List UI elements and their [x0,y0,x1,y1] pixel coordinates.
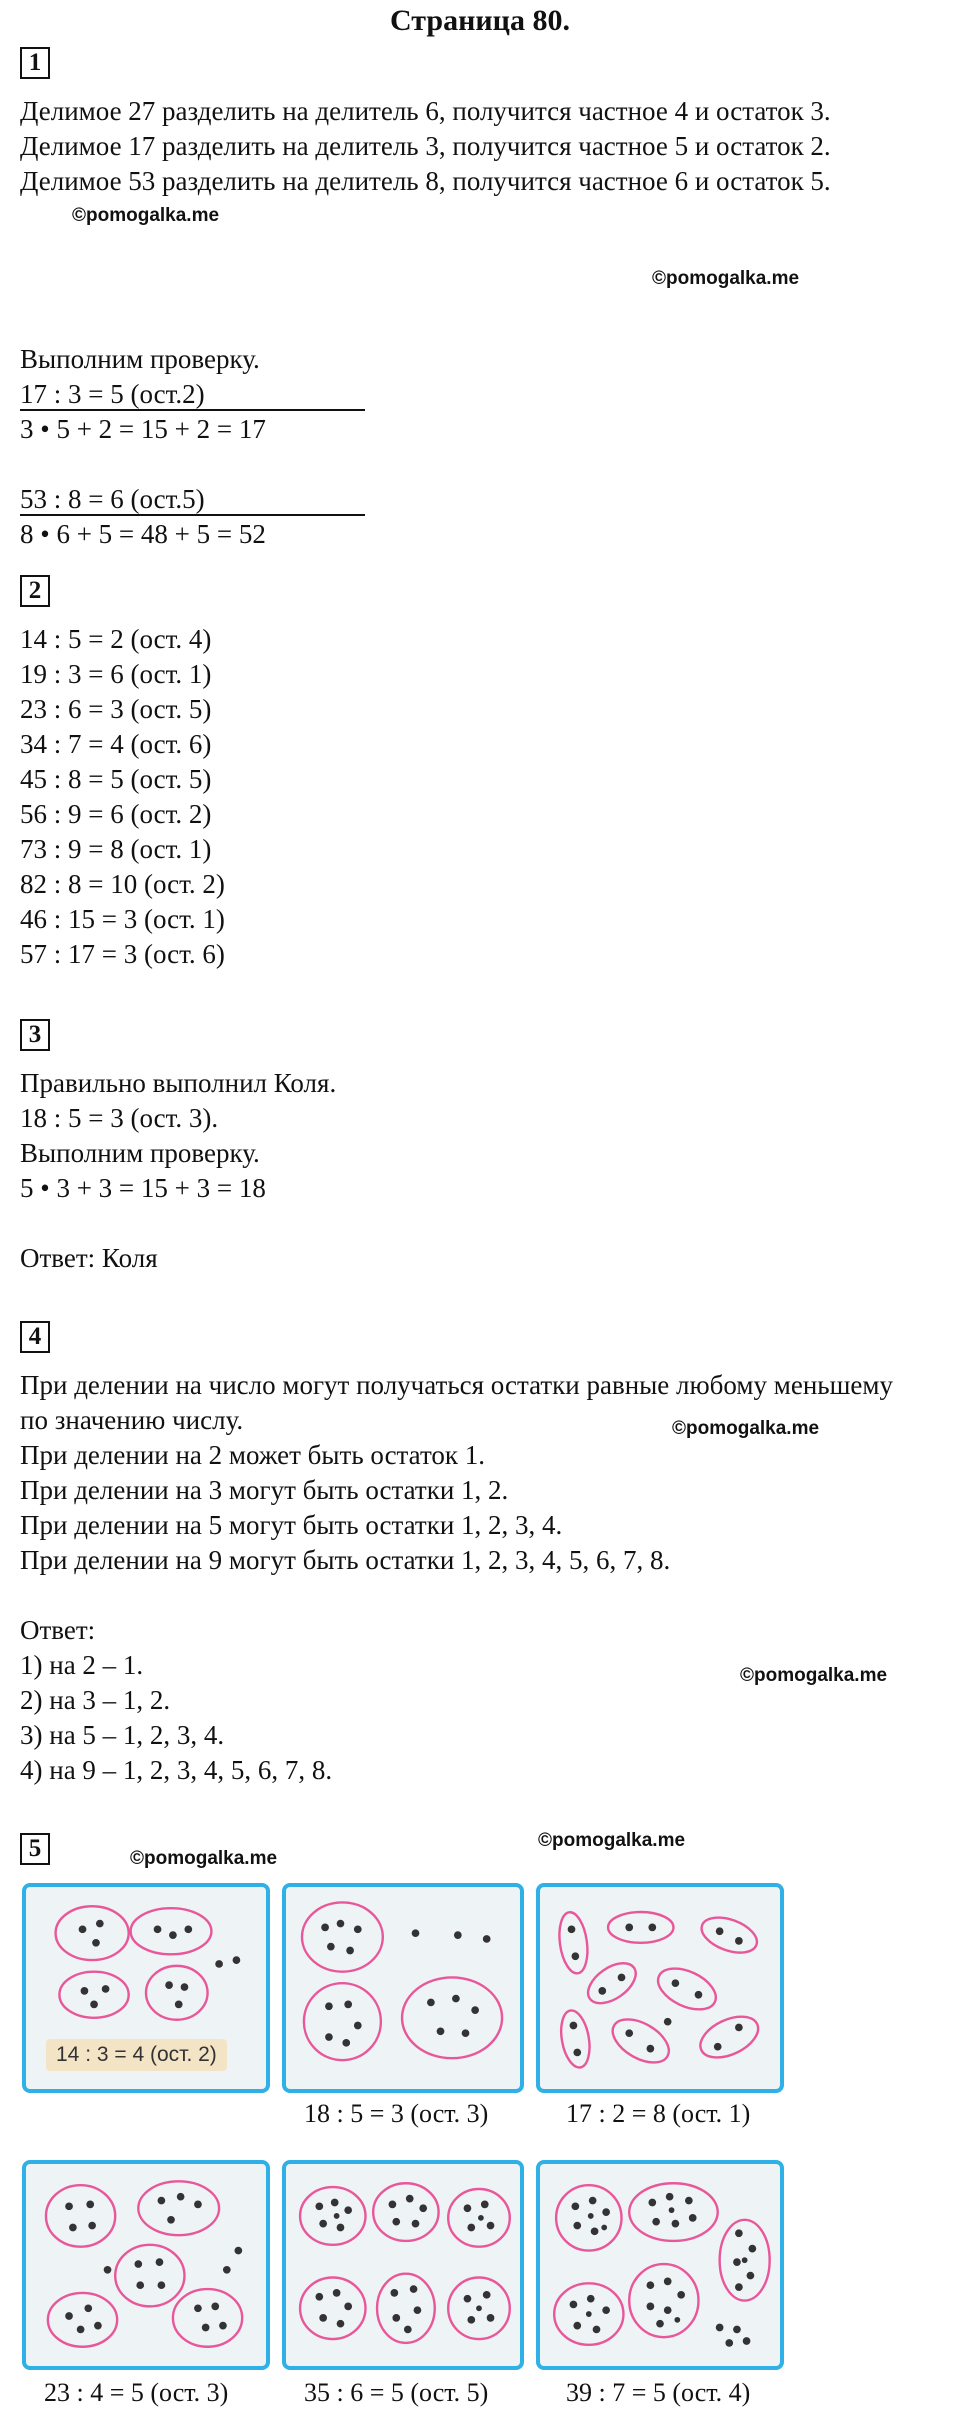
task-4-answer: 4) на 9 – 1, 2, 3, 4, 5, 6, 7, 8. [20,1755,333,1785]
dots-grouping-illustration [286,2164,520,2366]
task-2-line: 23 : 6 = 3 (ост. 5) [20,694,212,724]
watermark: ©pomogalka.me [652,268,800,289]
task-1-number: 1 [20,47,50,79]
dots-picture-5 [536,2160,784,2370]
task-4-line: При делении на 5 могут быть остатки 1, 2, 3, 4. [20,1510,563,1540]
task-2-line: 56 : 9 = 6 (ост. 2) [20,799,212,829]
picture-caption: 23 : 4 = 5 (ост. 3) [44,2378,229,2407]
watermark: ©pomogalka.me [740,1665,888,1686]
page-title: Страница 80. [390,4,570,37]
check-1-division: 17 : 3 = 5 (ост.2) [20,379,365,411]
task-2-line: 82 : 8 = 10 (ост. 2) [20,869,225,899]
task-3-line: Правильно выполнил Коля. [20,1068,337,1098]
task-3-number: 3 [20,1019,50,1051]
task-4-answer-title: Ответ: [20,1615,96,1645]
task-2-line: 19 : 3 = 6 (ост. 1) [20,659,212,689]
task-3-line: 18 : 5 = 3 (ост. 3). [20,1103,219,1133]
check-1-proof: 3 • 5 + 2 = 15 + 2 = 17 [20,414,266,444]
task-2-line: 57 : 17 = 3 (ост. 6) [20,939,225,969]
task-2-line: 14 : 5 = 2 (ост. 4) [20,624,212,654]
task-2-list [20,622,930,972]
example-badge: 14 : 3 = 4 (ост. 2) [46,2039,227,2071]
dots-grouping-illustration [26,2164,266,2366]
check-2-proof: 8 • 6 + 5 = 48 + 5 = 52 [20,519,266,549]
watermark: ©pomogalka.me [130,1848,278,1869]
picture-caption: 17 : 2 = 8 (ост. 1) [566,2099,751,2128]
picture-caption: 35 : 6 = 5 (ост. 5) [304,2378,489,2407]
task-2-line: 45 : 8 = 5 (ост. 5) [20,764,212,794]
task-3-answer: Ответ: Коля [20,1243,158,1273]
task-3-text [20,1066,930,1276]
task-4-line: При делении на 9 могут быть остатки 1, 2, 3, 4, 5, 6, 7, 8. [20,1545,671,1575]
task-2-line: 46 : 15 = 3 (ост. 1) [20,904,225,934]
task-1-text [20,94,930,199]
task-2-line: 73 : 9 = 8 (ост. 1) [20,834,212,864]
dots-grouping-illustration [540,2164,780,2366]
picture-caption: 18 : 5 = 3 (ост. 3) [304,2099,489,2128]
task-1-check [20,342,930,552]
task-1-line: Делимое 53 разделить на делитель 8, получится частное 6 и остаток 5. [20,166,831,196]
dots-grouping-illustration [540,1887,780,2089]
task-3-line: Выполним проверку. [20,1138,260,1168]
task-1-line: Делимое 17 разделить на делитель 3, получится частное 5 и остаток 2. [20,131,831,161]
task-2-number: 2 [20,575,50,607]
check-title: Выполним проверку. [20,344,260,374]
task-3-line: 5 • 3 + 3 = 15 + 3 = 18 [20,1173,266,1203]
task-4-intro: При делении на число могут получаться остатки равные любому меньшему по значению числу. [20,1370,893,1435]
task-4-answer: 2) на 3 – 1, 2. [20,1685,171,1715]
task-1-line: Делимое 27 разделить на делитель 6, получится частное 4 и остаток 3. [20,96,831,126]
task-4-line: При делении на 3 могут быть остатки 1, 2. [20,1475,509,1505]
dots-picture-4 [282,2160,524,2370]
dots-picture-3 [22,2160,270,2370]
dots-picture-example [22,1883,270,2093]
check-2-division: 53 : 8 = 6 (ост.5) [20,484,365,516]
task-4-answer: 3) на 5 – 1, 2, 3, 4. [20,1720,225,1750]
watermark: ©pomogalka.me [538,1830,686,1851]
task-4-number: 4 [20,1321,50,1353]
dots-picture-1 [282,1883,524,2093]
task-2-line: 34 : 7 = 4 (ост. 6) [20,729,212,759]
watermark: ©pomogalka.me [672,1418,820,1439]
task-4-line: При делении на 2 может быть остаток 1. [20,1440,486,1470]
dots-picture-2 [536,1883,784,2093]
dots-grouping-illustration [286,1887,520,2089]
watermark: ©pomogalka.me [72,205,220,226]
task-5-number: 5 [20,1833,50,1865]
task-4-answer: 1) на 2 – 1. [20,1650,144,1680]
picture-caption: 39 : 7 = 5 (ост. 4) [566,2378,751,2407]
